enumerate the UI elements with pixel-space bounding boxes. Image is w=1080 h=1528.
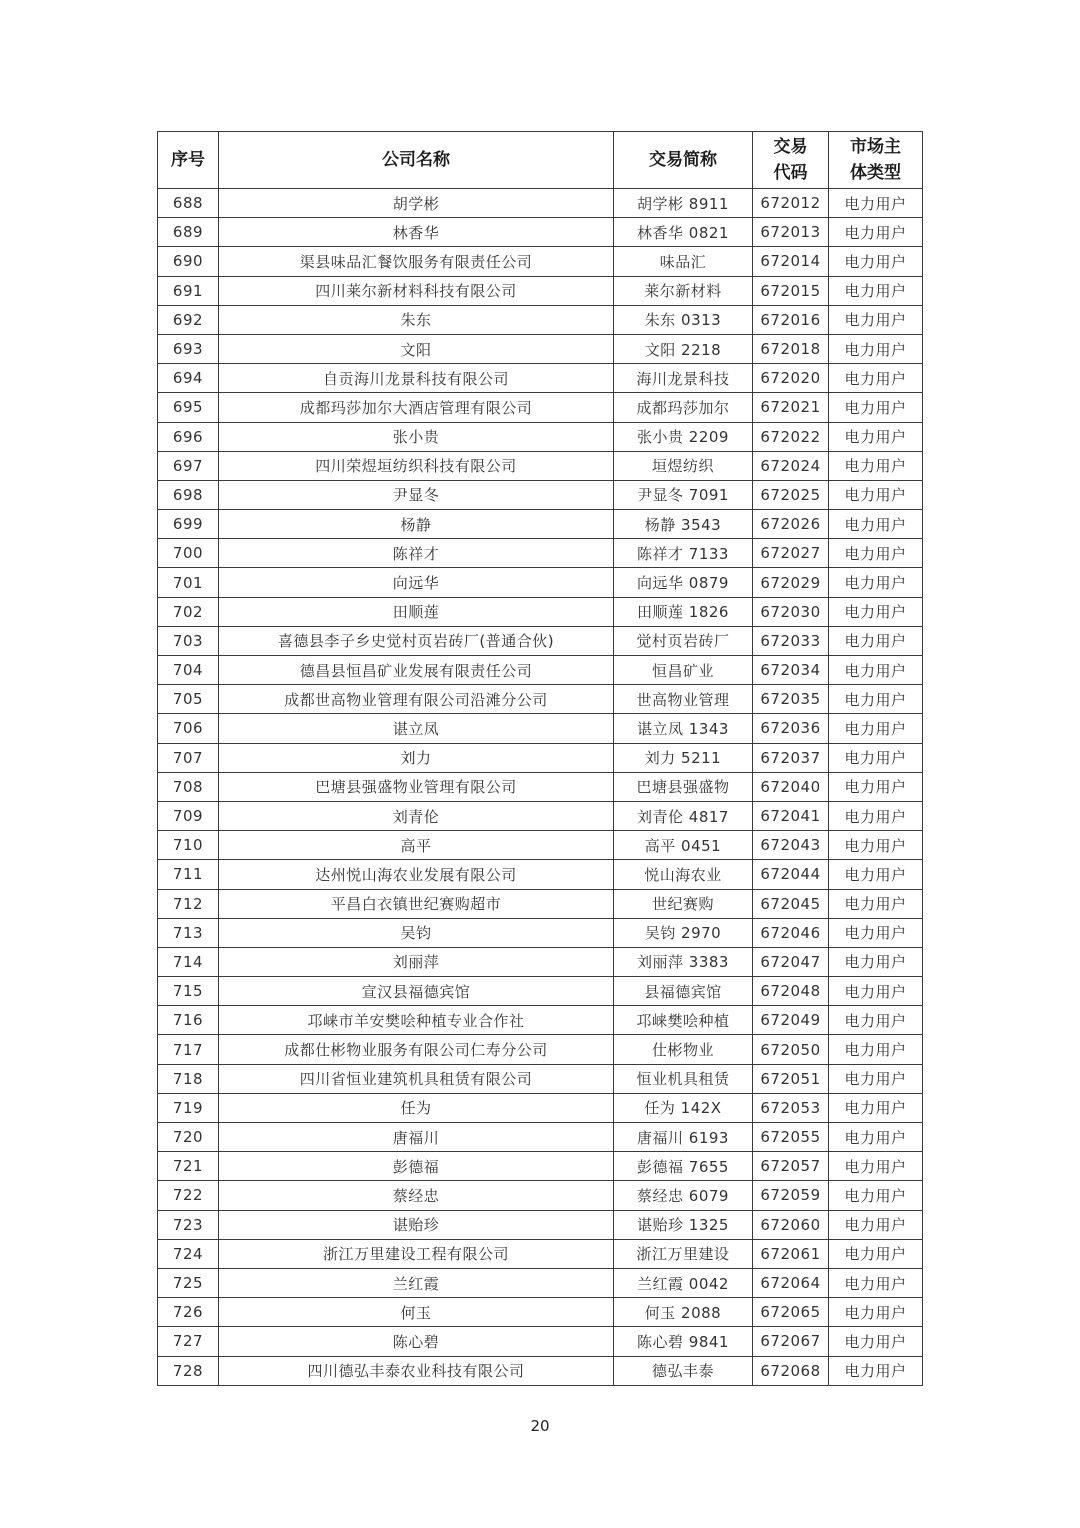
- cell-serial-number: 707: [158, 743, 219, 772]
- header-company-name: 公司名称: [219, 132, 614, 189]
- table-row: [158, 1239, 923, 1268]
- cell-trade-short-name: 唐福川 6193: [614, 1123, 753, 1152]
- cell-trade-short-name: 谌立凤 1343: [614, 714, 753, 743]
- cell-serial-number: 697: [158, 451, 219, 480]
- cell-trade-short-name: 垣煜纺织: [614, 451, 753, 480]
- cell-trade-short-name: 觉村页岩砖厂: [614, 626, 753, 655]
- cell-serial-number: 717: [158, 1035, 219, 1064]
- table-row: [158, 1123, 923, 1152]
- table-row: [158, 364, 923, 393]
- cell-serial-number: 722: [158, 1181, 219, 1210]
- cell-entity-type: 电力用户: [829, 1181, 923, 1210]
- cell-entity-type: 电力用户: [829, 626, 923, 655]
- cell-company-name: 喜德县李子乡史觉村页岩砖厂(普通合伙): [219, 626, 614, 655]
- cell-serial-number: 702: [158, 597, 219, 626]
- cell-serial-number: 719: [158, 1093, 219, 1122]
- cell-company-name: 四川德弘丰泰农业科技有限公司: [219, 1356, 614, 1385]
- cell-entity-type: 电力用户: [829, 1298, 923, 1327]
- cell-trade-short-name: 朱东 0313: [614, 305, 753, 334]
- cell-company-name: 四川荣煜垣纺织科技有限公司: [219, 451, 614, 480]
- table-row: [158, 685, 923, 714]
- cell-trade-short-name: 德弘丰泰: [614, 1356, 753, 1385]
- table-row: [158, 1006, 923, 1035]
- cell-company-name: 成都世高物业管理有限公司沿滩分公司: [219, 685, 614, 714]
- cell-trade-short-name: 刘青伦 4817: [614, 801, 753, 830]
- cell-serial-number: 724: [158, 1239, 219, 1268]
- cell-entity-type: 电力用户: [829, 480, 923, 509]
- cell-entity-type: 电力用户: [829, 860, 923, 889]
- cell-trade-code: 672060: [753, 1210, 829, 1239]
- cell-trade-code: 672045: [753, 889, 829, 918]
- table-row: [158, 1327, 923, 1356]
- cell-trade-code: 672012: [753, 189, 829, 218]
- cell-entity-type: 电力用户: [829, 539, 923, 568]
- cell-company-name: 蔡经忠: [219, 1181, 614, 1210]
- header-entity-type-line2: 体类型: [850, 163, 901, 183]
- cell-serial-number: 718: [158, 1064, 219, 1093]
- cell-entity-type: 电力用户: [829, 947, 923, 976]
- cell-entity-type: 电力用户: [829, 422, 923, 451]
- table-row: [158, 247, 923, 276]
- table-row: [158, 1181, 923, 1210]
- cell-trade-code: 672025: [753, 480, 829, 509]
- cell-company-name: 邛崃市羊安樊哙种植专业合作社: [219, 1006, 614, 1035]
- cell-entity-type: 电力用户: [829, 247, 923, 276]
- table-header: [158, 132, 923, 189]
- header-entity-type: [829, 132, 923, 189]
- table-row: [158, 276, 923, 305]
- cell-entity-type: 电力用户: [829, 364, 923, 393]
- cell-entity-type: 电力用户: [829, 889, 923, 918]
- cell-trade-short-name: 陈祥才 7133: [614, 539, 753, 568]
- cell-company-name: 宣汉县福德宾馆: [219, 977, 614, 1006]
- cell-trade-code: 672014: [753, 247, 829, 276]
- cell-serial-number: 688: [158, 189, 219, 218]
- cell-entity-type: 电力用户: [829, 1093, 923, 1122]
- cell-entity-type: 电力用户: [829, 510, 923, 539]
- table-row: [158, 918, 923, 947]
- cell-trade-code: 672018: [753, 334, 829, 363]
- cell-trade-short-name: 莱尔新材料: [614, 276, 753, 305]
- cell-entity-type: 电力用户: [829, 276, 923, 305]
- header-entity-type-line1: 市场主: [850, 137, 901, 157]
- cell-trade-short-name: 味品汇: [614, 247, 753, 276]
- cell-serial-number: 695: [158, 393, 219, 422]
- cell-trade-short-name: 向远华 0879: [614, 568, 753, 597]
- cell-trade-code: 672049: [753, 1006, 829, 1035]
- cell-trade-code: 672037: [753, 743, 829, 772]
- cell-trade-short-name: 谌贻珍 1325: [614, 1210, 753, 1239]
- cell-trade-short-name: 县福德宾馆: [614, 977, 753, 1006]
- cell-serial-number: 715: [158, 977, 219, 1006]
- cell-trade-code: 672057: [753, 1152, 829, 1181]
- cell-entity-type: 电力用户: [829, 1152, 923, 1181]
- cell-serial-number: 727: [158, 1327, 219, 1356]
- cell-entity-type: 电力用户: [829, 189, 923, 218]
- table-row: [158, 860, 923, 889]
- header-trade-short-name: 交易简称: [614, 132, 753, 189]
- table-body: [158, 189, 923, 1386]
- cell-company-name: 吴钧: [219, 918, 614, 947]
- cell-trade-code: 672059: [753, 1181, 829, 1210]
- table-row: [158, 1093, 923, 1122]
- cell-company-name: 陈祥才: [219, 539, 614, 568]
- cell-company-name: 尹显冬: [219, 480, 614, 509]
- table-row: [158, 189, 923, 218]
- cell-trade-code: 672016: [753, 305, 829, 334]
- cell-entity-type: 电力用户: [829, 1268, 923, 1297]
- cell-trade-code: 672053: [753, 1093, 829, 1122]
- cell-trade-code: 672043: [753, 831, 829, 860]
- cell-trade-short-name: 张小贵 2209: [614, 422, 753, 451]
- cell-serial-number: 690: [158, 247, 219, 276]
- cell-trade-code: 672067: [753, 1327, 829, 1356]
- cell-entity-type: 电力用户: [829, 831, 923, 860]
- cell-entity-type: 电力用户: [829, 743, 923, 772]
- cell-entity-type: 电力用户: [829, 597, 923, 626]
- cell-trade-short-name: 恒业机具租赁: [614, 1064, 753, 1093]
- cell-entity-type: 电力用户: [829, 1356, 923, 1385]
- table-row: [158, 656, 923, 685]
- cell-entity-type: 电力用户: [829, 714, 923, 743]
- cell-trade-code: 672044: [753, 860, 829, 889]
- table-row: [158, 451, 923, 480]
- table-row: [158, 539, 923, 568]
- cell-trade-short-name: 何玉 2088: [614, 1298, 753, 1327]
- cell-company-name: 刘力: [219, 743, 614, 772]
- cell-entity-type: 电力用户: [829, 451, 923, 480]
- cell-serial-number: 709: [158, 801, 219, 830]
- cell-company-name: 何玉: [219, 1298, 614, 1327]
- cell-company-name: 任为: [219, 1093, 614, 1122]
- table-row: [158, 743, 923, 772]
- cell-company-name: 达州悦山海农业发展有限公司: [219, 860, 614, 889]
- cell-serial-number: 721: [158, 1152, 219, 1181]
- table-row: [158, 801, 923, 830]
- cell-entity-type: 电力用户: [829, 977, 923, 1006]
- cell-trade-short-name: 兰红霞 0042: [614, 1268, 753, 1297]
- cell-serial-number: 705: [158, 685, 219, 714]
- cell-serial-number: 711: [158, 860, 219, 889]
- cell-entity-type: 电力用户: [829, 1035, 923, 1064]
- cell-trade-short-name: 恒昌矿业: [614, 656, 753, 685]
- cell-entity-type: 电力用户: [829, 1327, 923, 1356]
- cell-company-name: 巴塘县强盛物业管理有限公司: [219, 772, 614, 801]
- table-row: [158, 1064, 923, 1093]
- cell-trade-short-name: 胡学彬 8911: [614, 189, 753, 218]
- cell-entity-type: 电力用户: [829, 218, 923, 247]
- cell-trade-short-name: 邛崃樊哙种植: [614, 1006, 753, 1035]
- cell-entity-type: 电力用户: [829, 1210, 923, 1239]
- cell-trade-code: 672064: [753, 1268, 829, 1297]
- cell-serial-number: 704: [158, 656, 219, 685]
- cell-entity-type: 电力用户: [829, 772, 923, 801]
- cell-trade-short-name: 尹显冬 7091: [614, 480, 753, 509]
- cell-entity-type: 电力用户: [829, 656, 923, 685]
- table-row: [158, 1210, 923, 1239]
- cell-entity-type: 电力用户: [829, 1123, 923, 1152]
- cell-trade-code: 672033: [753, 626, 829, 655]
- cell-trade-short-name: 田顺莲 1826: [614, 597, 753, 626]
- cell-serial-number: 699: [158, 510, 219, 539]
- cell-trade-short-name: 林香华 0821: [614, 218, 753, 247]
- header-trade-code-line2: 代码: [773, 163, 808, 183]
- cell-company-name: 平昌白衣镇世纪赛购超市: [219, 889, 614, 918]
- cell-company-name: 四川莱尔新材料科技有限公司: [219, 276, 614, 305]
- cell-serial-number: 698: [158, 480, 219, 509]
- cell-company-name: 成都玛莎加尔大酒店管理有限公司: [219, 393, 614, 422]
- cell-trade-short-name: 世纪赛购: [614, 889, 753, 918]
- cell-trade-short-name: 刘丽萍 3383: [614, 947, 753, 976]
- cell-trade-short-name: 蔡经忠 6079: [614, 1181, 753, 1210]
- cell-trade-short-name: 悦山海农业: [614, 860, 753, 889]
- cell-trade-code: 672021: [753, 393, 829, 422]
- cell-trade-short-name: 文阳 2218: [614, 334, 753, 363]
- cell-trade-code: 672034: [753, 656, 829, 685]
- cell-entity-type: 电力用户: [829, 1064, 923, 1093]
- table-row: [158, 1152, 923, 1181]
- header-trade-code-line1: 交易: [773, 137, 808, 157]
- cell-serial-number: 725: [158, 1268, 219, 1297]
- table-row: [158, 422, 923, 451]
- cell-company-name: 唐福川: [219, 1123, 614, 1152]
- cell-trade-short-name: 仕彬物业: [614, 1035, 753, 1064]
- cell-serial-number: 728: [158, 1356, 219, 1385]
- cell-company-name: 杨静: [219, 510, 614, 539]
- cell-trade-code: 672065: [753, 1298, 829, 1327]
- cell-trade-code: 672068: [753, 1356, 829, 1385]
- table-row: [158, 1268, 923, 1297]
- cell-trade-code: 672040: [753, 772, 829, 801]
- cell-trade-code: 672022: [753, 422, 829, 451]
- cell-company-name: 张小贵: [219, 422, 614, 451]
- cell-entity-type: 电力用户: [829, 393, 923, 422]
- cell-trade-code: 672055: [753, 1123, 829, 1152]
- cell-serial-number: 708: [158, 772, 219, 801]
- table-row: [158, 1035, 923, 1064]
- table-row: [158, 568, 923, 597]
- cell-company-name: 渠县味品汇餐饮服务有限责任公司: [219, 247, 614, 276]
- cell-trade-code: 672024: [753, 451, 829, 480]
- cell-company-name: 田顺莲: [219, 597, 614, 626]
- table-row: [158, 947, 923, 976]
- table-row: [158, 889, 923, 918]
- table-row: [158, 977, 923, 1006]
- cell-trade-code: 672030: [753, 597, 829, 626]
- cell-serial-number: 716: [158, 1006, 219, 1035]
- cell-company-name: 德昌县恒昌矿业发展有限责任公司: [219, 656, 614, 685]
- cell-serial-number: 689: [158, 218, 219, 247]
- table-row: [158, 772, 923, 801]
- cell-serial-number: 723: [158, 1210, 219, 1239]
- cell-company-name: 刘青伦: [219, 801, 614, 830]
- table-row: [158, 714, 923, 743]
- cell-serial-number: 700: [158, 539, 219, 568]
- cell-trade-code: 672020: [753, 364, 829, 393]
- table-row: [158, 597, 923, 626]
- table-row: [158, 510, 923, 539]
- cell-entity-type: 电力用户: [829, 568, 923, 597]
- cell-serial-number: 710: [158, 831, 219, 860]
- table-row: [158, 334, 923, 363]
- header-serial-number: 序号: [158, 132, 219, 189]
- cell-serial-number: 703: [158, 626, 219, 655]
- cell-company-name: 四川省恒业建筑机具租赁有限公司: [219, 1064, 614, 1093]
- cell-company-name: 自贡海川龙景科技有限公司: [219, 364, 614, 393]
- market-entity-table: [157, 131, 923, 1386]
- table-row: [158, 218, 923, 247]
- table-row: [158, 831, 923, 860]
- cell-trade-code: 672046: [753, 918, 829, 947]
- cell-serial-number: 694: [158, 364, 219, 393]
- cell-trade-code: 672027: [753, 539, 829, 568]
- cell-trade-short-name: 世高物业管理: [614, 685, 753, 714]
- cell-company-name: 朱东: [219, 305, 614, 334]
- cell-serial-number: 696: [158, 422, 219, 451]
- cell-company-name: 陈心碧: [219, 1327, 614, 1356]
- cell-trade-short-name: 刘力 5211: [614, 743, 753, 772]
- cell-trade-code: 672026: [753, 510, 829, 539]
- cell-trade-short-name: 高平 0451: [614, 831, 753, 860]
- cell-entity-type: 电力用户: [829, 918, 923, 947]
- cell-company-name: 高平: [219, 831, 614, 860]
- cell-entity-type: 电力用户: [829, 1006, 923, 1035]
- cell-serial-number: 714: [158, 947, 219, 976]
- header-trade-code: [753, 132, 829, 189]
- cell-trade-code: 672047: [753, 947, 829, 976]
- cell-company-name: 谌贻珍: [219, 1210, 614, 1239]
- cell-trade-code: 672015: [753, 276, 829, 305]
- cell-trade-code: 672036: [753, 714, 829, 743]
- cell-trade-short-name: 巴塘县强盛物: [614, 772, 753, 801]
- cell-company-name: 谌立凤: [219, 714, 614, 743]
- table-row: [158, 393, 923, 422]
- cell-company-name: 胡学彬: [219, 189, 614, 218]
- cell-company-name: 林香华: [219, 218, 614, 247]
- cell-trade-code: 672041: [753, 801, 829, 830]
- cell-trade-short-name: 海川龙景科技: [614, 364, 753, 393]
- header-row: [158, 132, 923, 189]
- cell-trade-code: 672051: [753, 1064, 829, 1093]
- cell-trade-short-name: 彭德福 7655: [614, 1152, 753, 1181]
- cell-entity-type: 电力用户: [829, 305, 923, 334]
- table-row: [158, 1298, 923, 1327]
- cell-company-name: 彭德福: [219, 1152, 614, 1181]
- cell-serial-number: 706: [158, 714, 219, 743]
- cell-trade-short-name: 陈心碧 9841: [614, 1327, 753, 1356]
- cell-serial-number: 691: [158, 276, 219, 305]
- cell-entity-type: 电力用户: [829, 685, 923, 714]
- cell-entity-type: 电力用户: [829, 1239, 923, 1268]
- cell-company-name: 成都仕彬物业服务有限公司仁寿分公司: [219, 1035, 614, 1064]
- cell-company-name: 文阳: [219, 334, 614, 363]
- cell-serial-number: 692: [158, 305, 219, 334]
- cell-trade-short-name: 浙江万里建设: [614, 1239, 753, 1268]
- cell-entity-type: 电力用户: [829, 334, 923, 363]
- cell-company-name: 兰红霞: [219, 1268, 614, 1297]
- cell-trade-code: 672050: [753, 1035, 829, 1064]
- table-row: [158, 1356, 923, 1385]
- cell-serial-number: 693: [158, 334, 219, 363]
- cell-company-name: 向远华: [219, 568, 614, 597]
- cell-serial-number: 712: [158, 889, 219, 918]
- cell-serial-number: 701: [158, 568, 219, 597]
- cell-trade-code: 672029: [753, 568, 829, 597]
- cell-entity-type: 电力用户: [829, 801, 923, 830]
- cell-serial-number: 726: [158, 1298, 219, 1327]
- cell-trade-code: 672048: [753, 977, 829, 1006]
- cell-company-name: 刘丽萍: [219, 947, 614, 976]
- cell-trade-short-name: 任为 142X: [614, 1093, 753, 1122]
- cell-trade-code: 672061: [753, 1239, 829, 1268]
- cell-serial-number: 713: [158, 918, 219, 947]
- cell-trade-code: 672035: [753, 685, 829, 714]
- cell-company-name: 浙江万里建设工程有限公司: [219, 1239, 614, 1268]
- cell-trade-short-name: 杨静 3543: [614, 510, 753, 539]
- table-row: [158, 626, 923, 655]
- cell-trade-short-name: 成都玛莎加尔: [614, 393, 753, 422]
- cell-serial-number: 720: [158, 1123, 219, 1152]
- cell-trade-code: 672013: [753, 218, 829, 247]
- table-row: [158, 480, 923, 509]
- table-row: [158, 305, 923, 334]
- page-number: 20: [530, 1417, 550, 1435]
- cell-trade-short-name: 吴钧 2970: [614, 918, 753, 947]
